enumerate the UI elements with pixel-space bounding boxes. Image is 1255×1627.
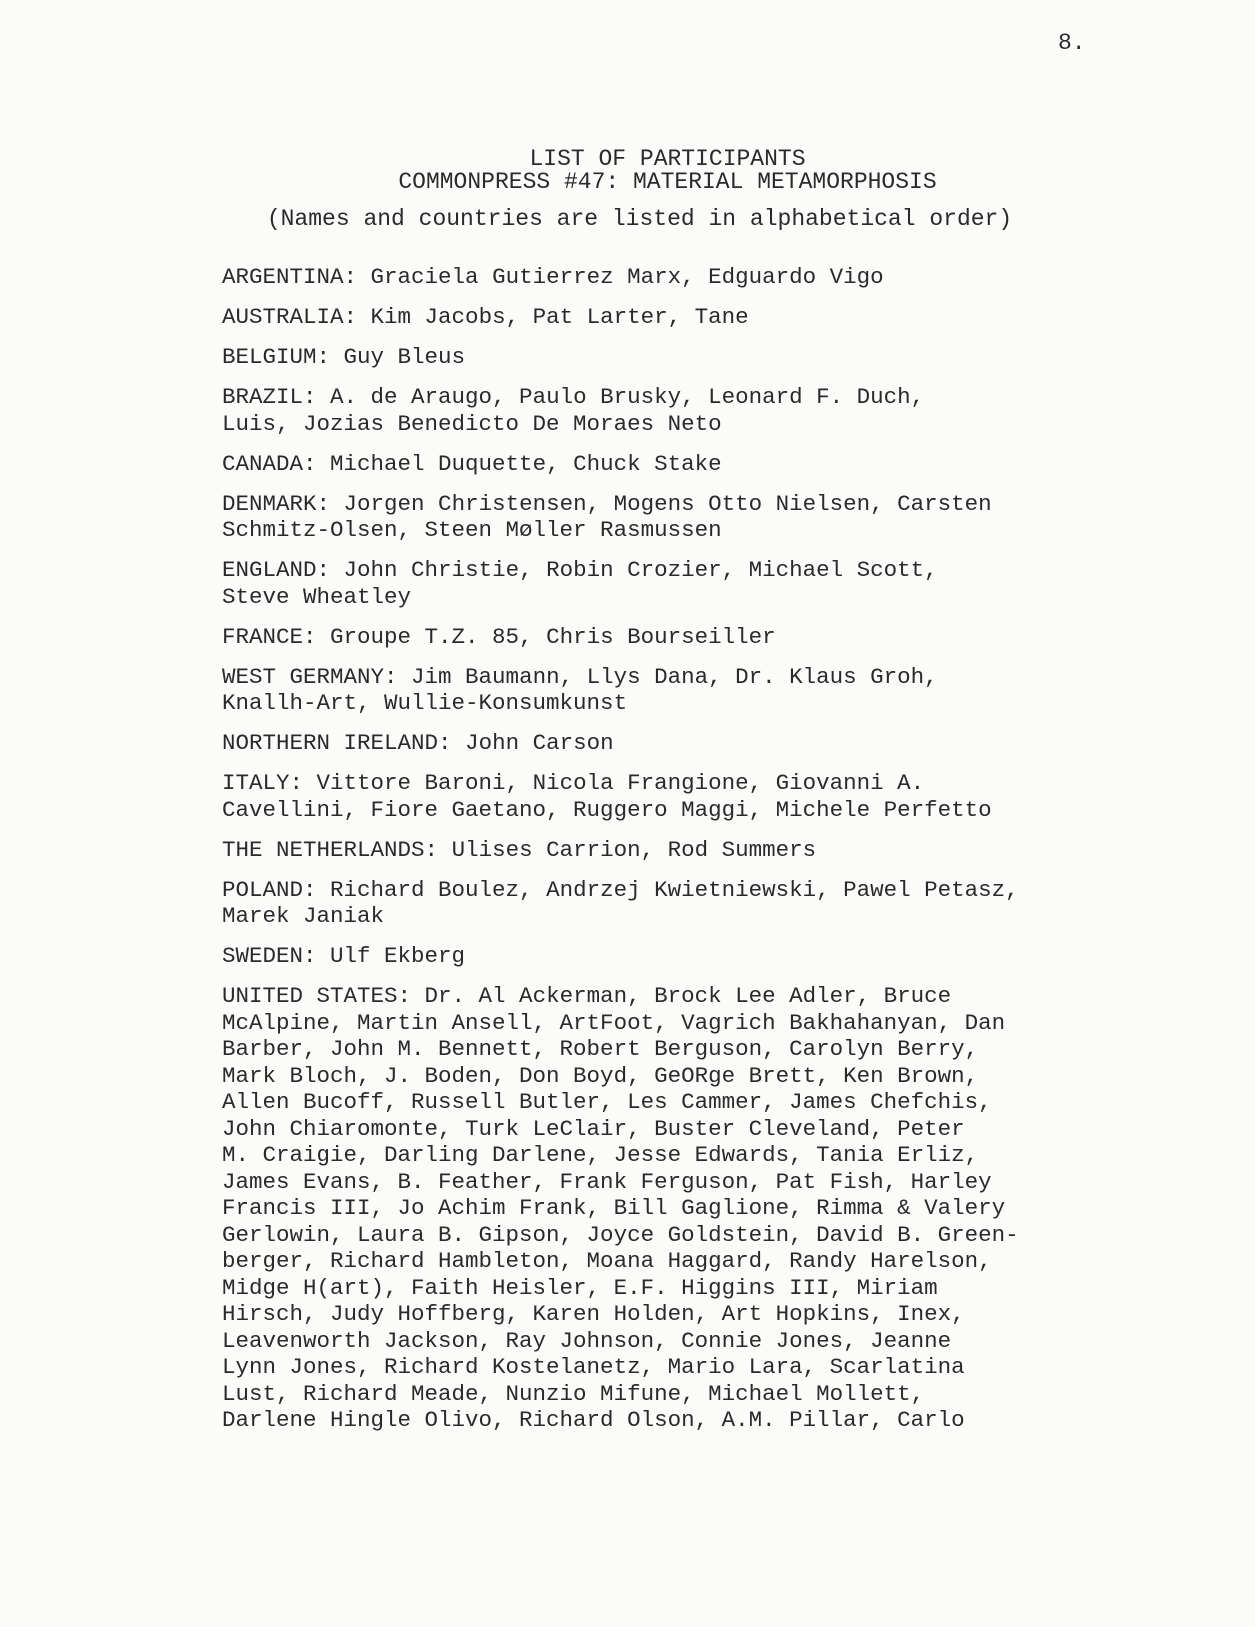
participant-names: Ulf Ekberg bbox=[330, 943, 466, 969]
participant-names: Ulises Carrion, Rod Summers bbox=[451, 836, 817, 863]
country-entry-belgium bbox=[222, 344, 1102, 371]
country-entry-england bbox=[222, 557, 1102, 610]
country-entry-northern-ireland bbox=[222, 730, 1102, 757]
country-name: BRAZIL: bbox=[222, 384, 317, 410]
country-entry-australia bbox=[222, 304, 1102, 331]
participant-names: John Christie, Robin Crozier, Michael Scott, Steve Wheatley bbox=[222, 557, 938, 610]
country-entry-italy bbox=[222, 770, 1102, 823]
country-entry-canada bbox=[222, 451, 1102, 478]
country-name: AUSTRALIA: bbox=[222, 304, 358, 330]
ordering-note: (Names and countries are listed in alphabetical order) bbox=[266, 206, 1013, 232]
country-entry-united-states bbox=[222, 983, 1102, 1434]
country-name: WEST GERMANY: bbox=[222, 663, 398, 690]
participant-names: Jim Baumann, Llys Dana, Dr. Klaus Groh, Knallh-Art, Wullie-Konsumkunst bbox=[222, 663, 938, 716]
country-entry-brazil bbox=[222, 384, 1102, 437]
participant-names: Kim Jacobs, Pat Larter, Tane bbox=[370, 304, 749, 330]
participant-names: John Carson bbox=[465, 730, 614, 756]
participant-names: Richard Boulez, Andrzej Kwietniewski, Pawel Petasz, Marek Janiak bbox=[222, 876, 1019, 929]
participant-names: Dr. Al Ackerman, Brock Lee Adler, Bruce McAlpine, Martin Ansell, ArtFoot, Vagrich Bakhahanyan, Dan Barber, John M. Bennett, Robert Berguson, Carolyn Berry, Mark Bloch, J. Boden, Don Boyd, GeORge Brett, Ken Brown, Allen Bucoff, Russell Butler, Les Cammer, James Chefchis, John Chiaromonte, Turk LeClair, Buster Cleveland, Peter M. Craigie, Darling Darlene, Jesse Edwards, Tania Erliz, James Evans, B. Feather, Frank Ferguson, Pat Fish, Harley Francis III, Jo Achim Frank, Bill Gaglione, Rimma & Valery Gerlowin, Laura B. Gipson, Joyce Goldstein, David B. Green- berger, Richard Hambleton, Moana Haggard, Randy Harelson, Midge H(art), Faith Heisler, E.F. Higgins III, Miriam Hirsch, Judy Hoffberg, Karen Holden, Art Hopkins, Inex, Leavenworth Jackson, Ray Johnson, Connie Jones, Jeanne Lynn Jones, Richard Kostelanetz, Mario Lara, Scarlatina Lust, Richard Meade, Nunzio Mifune, Michael Mollett, Darlene Hingle Olivo, Richard Olson, A.M. Pillar, Carlo bbox=[222, 983, 1019, 1433]
participant-names: Vittore Baroni, Nicola Frangione, Giovanni A. Cavellini, Fiore Gaetano, Ruggero Maggi, Michele Perfetto bbox=[222, 770, 992, 823]
country-name: DENMARK: bbox=[222, 490, 331, 517]
country-entry-west-germany bbox=[222, 664, 1102, 717]
country-entry-denmark bbox=[222, 491, 1102, 544]
page-number: 8. bbox=[1058, 30, 1086, 56]
participant-names: Jorgen Christensen, Mogens Otto Nielsen, Carsten Schmitz-Olsen, Steen Møller Rasmussen bbox=[222, 490, 992, 543]
participant-names: A. de Araugo, Paulo Brusky, Leonard F. Duch, Luis, Jozias Benedicto De Moraes Neto bbox=[222, 384, 925, 437]
participant-names: Groupe T.Z. 85, Chris Bourseiller bbox=[330, 623, 776, 650]
participant-list bbox=[222, 264, 1102, 1447]
country-name: NORTHERN IRELAND: bbox=[222, 730, 452, 756]
country-entry-sweden bbox=[222, 943, 1102, 970]
participant-names: Graciela Gutierrez Marx, Edguardo Vigo bbox=[370, 264, 884, 290]
country-name: UNITED STATES: bbox=[222, 983, 412, 1009]
country-name: SWEDEN: bbox=[222, 943, 317, 969]
country-entry-argentina bbox=[222, 264, 1102, 291]
country-name: POLAND: bbox=[222, 876, 317, 903]
country-entry-poland bbox=[222, 877, 1102, 930]
country-name: THE NETHERLANDS: bbox=[222, 836, 439, 863]
country-name: BELGIUM: bbox=[222, 344, 331, 370]
country-name: ENGLAND: bbox=[222, 557, 331, 583]
participant-names: Michael Duquette, Chuck Stake bbox=[330, 450, 722, 477]
list-title: LIST OF PARTICIPANTS bbox=[529, 146, 806, 172]
country-name: ITALY: bbox=[222, 770, 304, 796]
country-name: FRANCE: bbox=[222, 623, 317, 650]
list-subtitle: COMMONPRESS #47: MATERIAL METAMORPHOSIS bbox=[398, 169, 937, 195]
country-entry-netherlands bbox=[222, 837, 1102, 864]
country-name: ARGENTINA: bbox=[222, 264, 358, 290]
country-name: CANADA: bbox=[222, 450, 317, 477]
country-entry-france bbox=[222, 624, 1102, 651]
participant-names: Guy Bleus bbox=[343, 344, 466, 370]
